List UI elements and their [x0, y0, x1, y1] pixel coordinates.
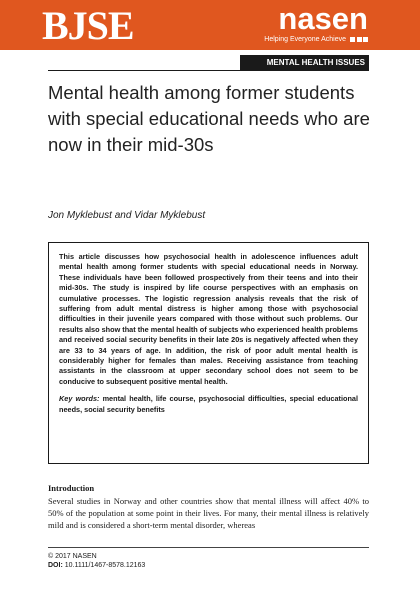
- publisher-logo-block: [264, 3, 368, 44]
- article-authors: Jon Myklebust and Vidar Myklebust: [48, 210, 206, 221]
- intro-text: Several studies in Norway and other countries show that mental illness will affect 40% to 50% of the population at some point in their lives. For many, their mental illness is relatively mild and is considered a short-term mental disorder, whereas: [48, 496, 369, 530]
- section-divider: [48, 70, 369, 71]
- publisher-logo: nasen: [278, 1, 368, 36]
- keywords: [59, 394, 358, 415]
- doi-label: DOI:: [48, 562, 63, 569]
- abstract-box: [48, 242, 369, 464]
- header-banner: [0, 0, 420, 50]
- abstract-text: This article discusses how psychosocial health in adolescence influences adult mental health among former students with special educational needs in Norway. These individuals have been followed prospectively from their teens and into their mid-30s. The study is inspired by life course perspectives with an emphasis on cumulative processes. The logistic regression analysis reveals that the risk of suffering from adult mental distress is higher among those with psychosocial difficulties in their juvenile years compared with those without such problems. Our results also show that the mental health of subjects who experienced health problems and received social security benefits in their late 20s is negatively affected when they are 33 to 34 years of age. In addition, the risk of poor adult mental health is considerably higher for females than males. Receiving assistance from teaching assistants in the classroom at upper secondary school does not seem to be conducive to subsequent positive mental health.: [59, 252, 358, 386]
- footer: [48, 552, 145, 570]
- doi-line: [48, 561, 145, 570]
- doi-value: 10.1111/1467-8578.12163: [64, 562, 146, 569]
- tagline-squares-icon: [350, 37, 368, 42]
- keywords-list: mental health, life course, psychosocial difficulties, special educational needs, social security benefits: [59, 394, 358, 414]
- section-label: MENTAL HEALTH ISSUES: [240, 55, 369, 70]
- journal-logo: BJSE: [42, 2, 134, 48]
- copyright: © 2017 NASEN: [48, 553, 97, 560]
- publisher-tagline: Helping Everyone Achieve: [264, 36, 346, 43]
- publisher-tagline-row: [264, 35, 368, 44]
- keywords-label: Key words:: [59, 394, 100, 404]
- footer-divider: [48, 547, 369, 548]
- intro-heading: Introduction: [48, 483, 95, 493]
- article-title: Mental health among former students with special educational needs who are now in their mid-30s: [48, 82, 370, 155]
